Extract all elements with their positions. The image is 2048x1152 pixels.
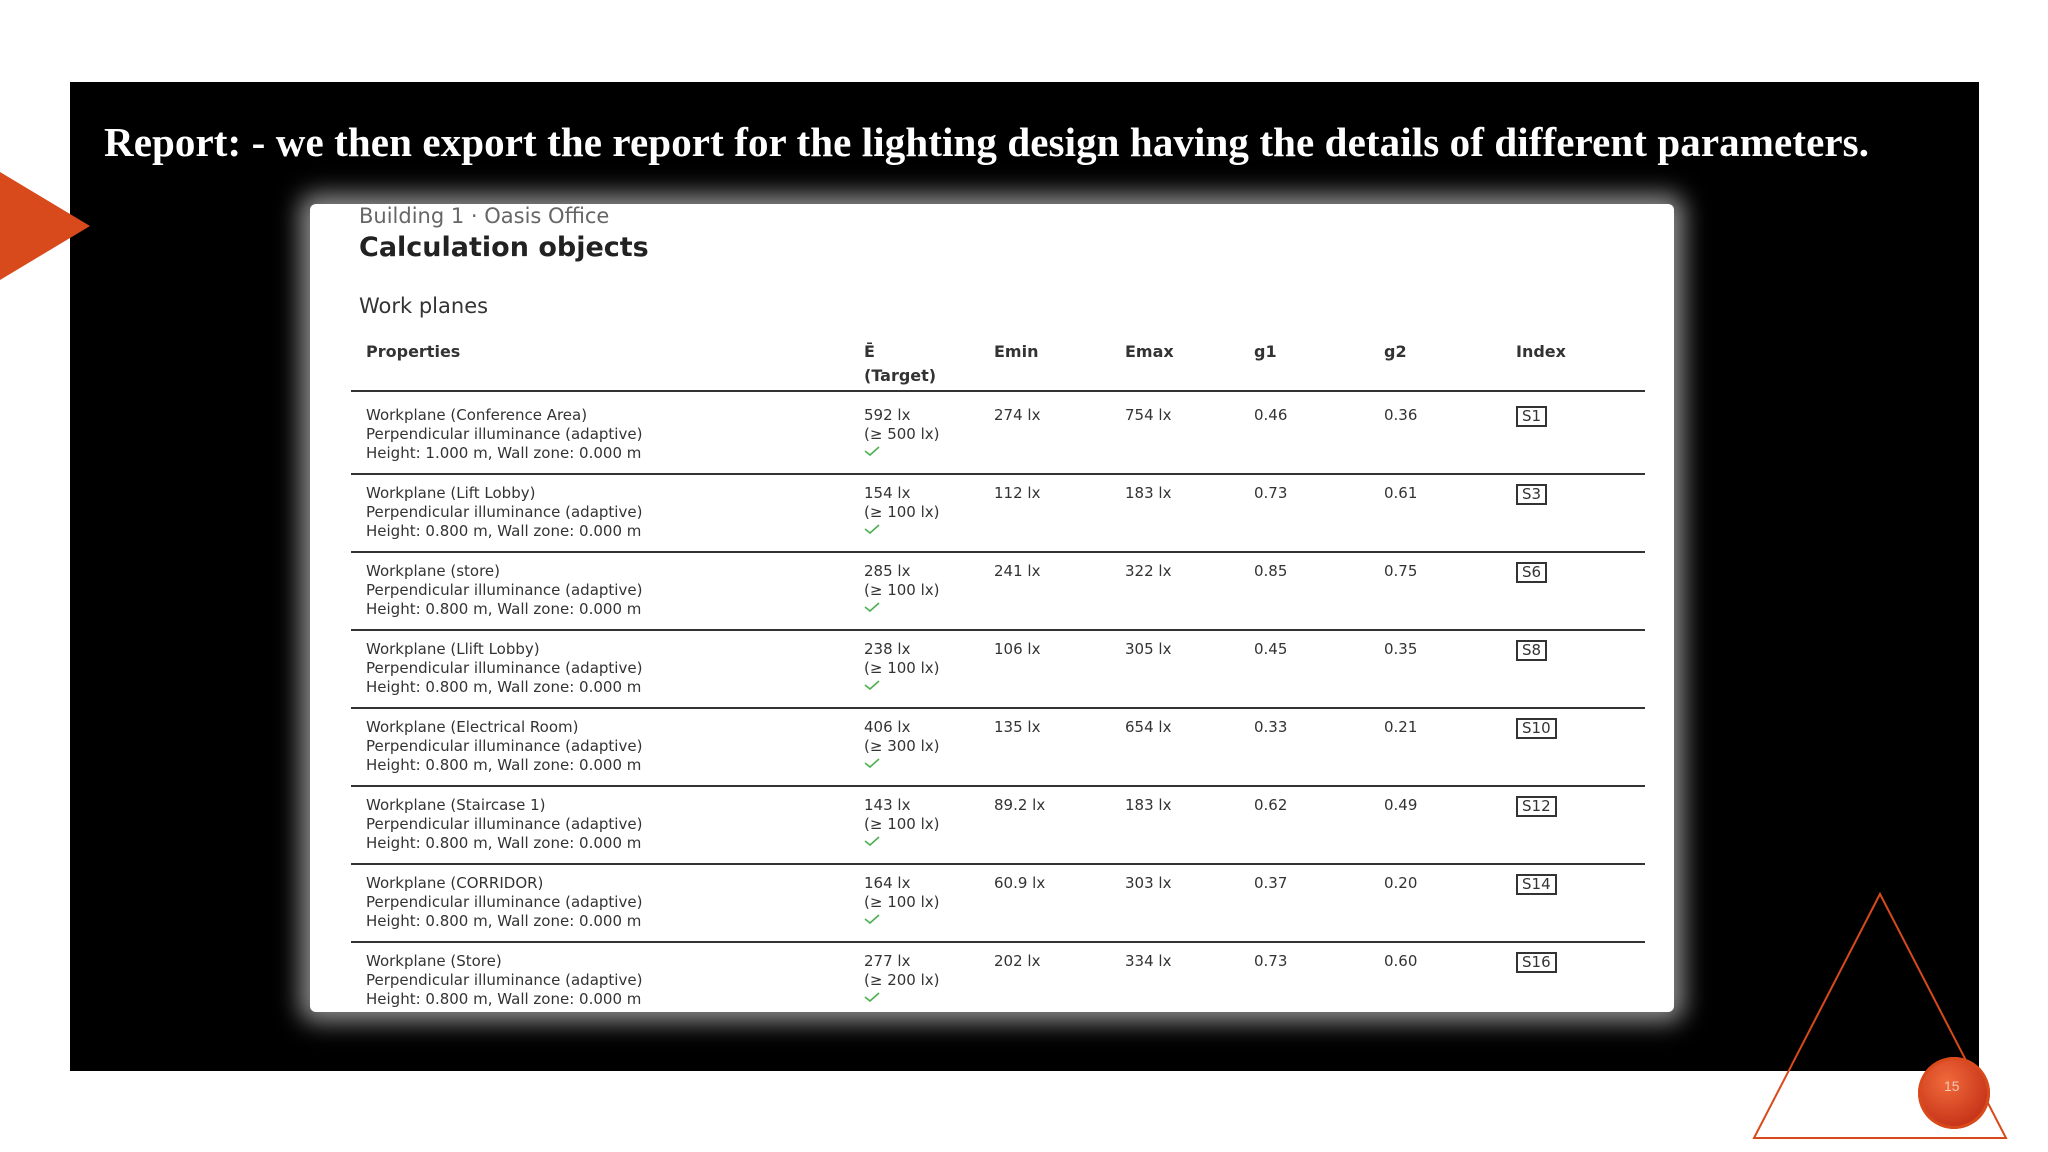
col-properties: Properties	[366, 342, 461, 361]
workplane-name: Workplane (Staircase 1)	[366, 796, 546, 814]
col-e	[864, 340, 936, 388]
g1-value: 0.33	[1254, 718, 1288, 736]
table-row	[310, 552, 1674, 630]
e-cell	[864, 796, 939, 846]
index-badge: S16	[1516, 952, 1557, 973]
height-info: Height: 0.800 m, Wall zone: 0.000 m	[366, 990, 642, 1008]
table-header	[310, 340, 1674, 395]
report-building-name: Building 1 · Oasis Office	[359, 204, 610, 228]
properties-cell	[366, 952, 642, 1009]
check-icon	[864, 836, 880, 846]
emin-value: 135 lx	[994, 718, 1041, 736]
workplane-name: Workplane (store)	[366, 562, 501, 580]
g2-value: 0.21	[1384, 718, 1418, 736]
illuminance-type: Perpendicular illuminance (adaptive)	[366, 893, 643, 911]
workplane-name: Workplane (Conference Area)	[366, 406, 588, 424]
col-g1: g1	[1254, 342, 1277, 361]
index-badge: S10	[1516, 718, 1557, 739]
check-icon	[864, 914, 880, 924]
g1-value: 0.37	[1254, 874, 1288, 892]
workplane-name: Workplane (Electrical Room)	[366, 718, 579, 736]
e-cell	[864, 640, 939, 690]
report-section-title: Work planes	[359, 294, 489, 318]
g1-value: 0.46	[1254, 406, 1288, 424]
properties-cell	[366, 562, 642, 619]
illuminance-type: Perpendicular illuminance (adaptive)	[366, 737, 643, 755]
report-heading: Calculation objects	[359, 232, 649, 263]
check-icon	[864, 446, 880, 456]
g1-value: 0.73	[1254, 484, 1288, 502]
e-target: (≥ 100 lx)	[864, 503, 940, 521]
properties-cell	[366, 406, 642, 463]
emin-value: 60.9 lx	[994, 874, 1046, 892]
illuminance-type: Perpendicular illuminance (adaptive)	[366, 659, 643, 677]
table-row	[310, 942, 1674, 1012]
header-divider	[351, 390, 1645, 392]
emin-value: 202 lx	[994, 952, 1041, 970]
index-badge: S14	[1516, 874, 1557, 895]
g1-value: 0.85	[1254, 562, 1288, 580]
workplane-name: Workplane (Store)	[366, 952, 502, 970]
g1-value: 0.73	[1254, 952, 1288, 970]
emax-value: 183 lx	[1125, 484, 1172, 502]
e-value: 143 lx	[864, 796, 911, 814]
e-value: 406 lx	[864, 718, 911, 736]
check-icon	[864, 680, 880, 690]
index-badge: S8	[1516, 640, 1547, 661]
emin-value: 106 lx	[994, 640, 1041, 658]
emax-value: 305 lx	[1125, 640, 1172, 658]
g2-value: 0.36	[1384, 406, 1418, 424]
index-badge: S12	[1516, 796, 1557, 817]
g2-value: 0.61	[1384, 484, 1418, 502]
emin-value: 112 lx	[994, 484, 1041, 502]
illuminance-type: Perpendicular illuminance (adaptive)	[366, 503, 643, 521]
col-emin: Emin	[994, 342, 1039, 361]
height-info: Height: 0.800 m, Wall zone: 0.000 m	[366, 912, 642, 930]
table-row	[310, 474, 1674, 552]
table-row	[310, 630, 1674, 708]
illuminance-type: Perpendicular illuminance (adaptive)	[366, 815, 643, 833]
col-index: Index	[1516, 342, 1566, 361]
col-e-target: (Target)	[864, 366, 937, 385]
table-row	[310, 708, 1674, 786]
e-value: 154 lx	[864, 484, 911, 502]
col-g2: g2	[1384, 342, 1407, 361]
e-target: (≥ 300 lx)	[864, 737, 940, 755]
g2-value: 0.60	[1384, 952, 1418, 970]
e-value: 285 lx	[864, 562, 911, 580]
workplane-name: Workplane (CORRIDOR)	[366, 874, 544, 892]
height-info: Height: 0.800 m, Wall zone: 0.000 m	[366, 522, 642, 540]
page-number: 15	[1944, 1078, 1960, 1094]
index-badge: S6	[1516, 562, 1547, 583]
height-info: Height: 1.000 m, Wall zone: 0.000 m	[366, 444, 642, 462]
emax-value: 754 lx	[1125, 406, 1172, 424]
emax-value: 322 lx	[1125, 562, 1172, 580]
e-cell	[864, 952, 939, 1002]
e-cell	[864, 718, 939, 768]
e-target: (≥ 100 lx)	[864, 815, 940, 833]
properties-cell	[366, 796, 642, 853]
check-icon	[864, 524, 880, 534]
index-badge: S1	[1516, 406, 1547, 427]
index-badge: S3	[1516, 484, 1547, 505]
properties-cell	[366, 874, 642, 931]
height-info: Height: 0.800 m, Wall zone: 0.000 m	[366, 600, 642, 618]
check-icon	[864, 992, 880, 1002]
table-row	[310, 786, 1674, 864]
height-info: Height: 0.800 m, Wall zone: 0.000 m	[366, 678, 642, 696]
emin-value: 274 lx	[994, 406, 1041, 424]
e-target: (≥ 100 lx)	[864, 659, 940, 677]
col-emax: Emax	[1125, 342, 1174, 361]
height-info: Height: 0.800 m, Wall zone: 0.000 m	[366, 756, 642, 774]
e-cell	[864, 484, 939, 534]
g2-value: 0.75	[1384, 562, 1418, 580]
e-value: 277 lx	[864, 952, 911, 970]
e-target: (≥ 200 lx)	[864, 971, 940, 989]
emax-value: 303 lx	[1125, 874, 1172, 892]
workplane-name: Workplane (Lift Lobby)	[366, 484, 536, 502]
g2-value: 0.49	[1384, 796, 1418, 814]
g1-value: 0.62	[1254, 796, 1288, 814]
emax-value: 334 lx	[1125, 952, 1172, 970]
e-target: (≥ 500 lx)	[864, 425, 940, 443]
e-cell	[864, 406, 939, 456]
illuminance-type: Perpendicular illuminance (adaptive)	[366, 581, 643, 599]
e-cell	[864, 562, 939, 612]
emax-value: 654 lx	[1125, 718, 1172, 736]
table-row	[310, 396, 1674, 474]
check-icon	[864, 602, 880, 612]
e-target: (≥ 100 lx)	[864, 893, 940, 911]
emin-value: 241 lx	[994, 562, 1041, 580]
col-e-label: Ē	[864, 342, 875, 361]
e-target: (≥ 100 lx)	[864, 581, 940, 599]
slide-title: Report: - we then export the report for the lighting design having the details of different parameters.	[104, 119, 1870, 165]
g2-value: 0.20	[1384, 874, 1418, 892]
g1-value: 0.45	[1254, 640, 1288, 658]
g2-value: 0.35	[1384, 640, 1418, 658]
illuminance-type: Perpendicular illuminance (adaptive)	[366, 971, 643, 989]
check-icon	[864, 758, 880, 768]
emax-value: 183 lx	[1125, 796, 1172, 814]
e-value: 592 lx	[864, 406, 911, 424]
workplane-name: Workplane (Llift Lobby)	[366, 640, 540, 658]
e-value: 238 lx	[864, 640, 911, 658]
properties-cell	[366, 718, 642, 775]
properties-cell	[366, 484, 642, 541]
emin-value: 89.2 lx	[994, 796, 1046, 814]
e-value: 164 lx	[864, 874, 911, 892]
play-arrow-icon	[0, 172, 90, 280]
properties-cell	[366, 640, 642, 697]
report-screenshot	[310, 204, 1674, 1012]
table-row	[310, 864, 1674, 942]
e-cell	[864, 874, 939, 924]
illuminance-type: Perpendicular illuminance (adaptive)	[366, 425, 643, 443]
height-info: Height: 0.800 m, Wall zone: 0.000 m	[366, 834, 642, 852]
